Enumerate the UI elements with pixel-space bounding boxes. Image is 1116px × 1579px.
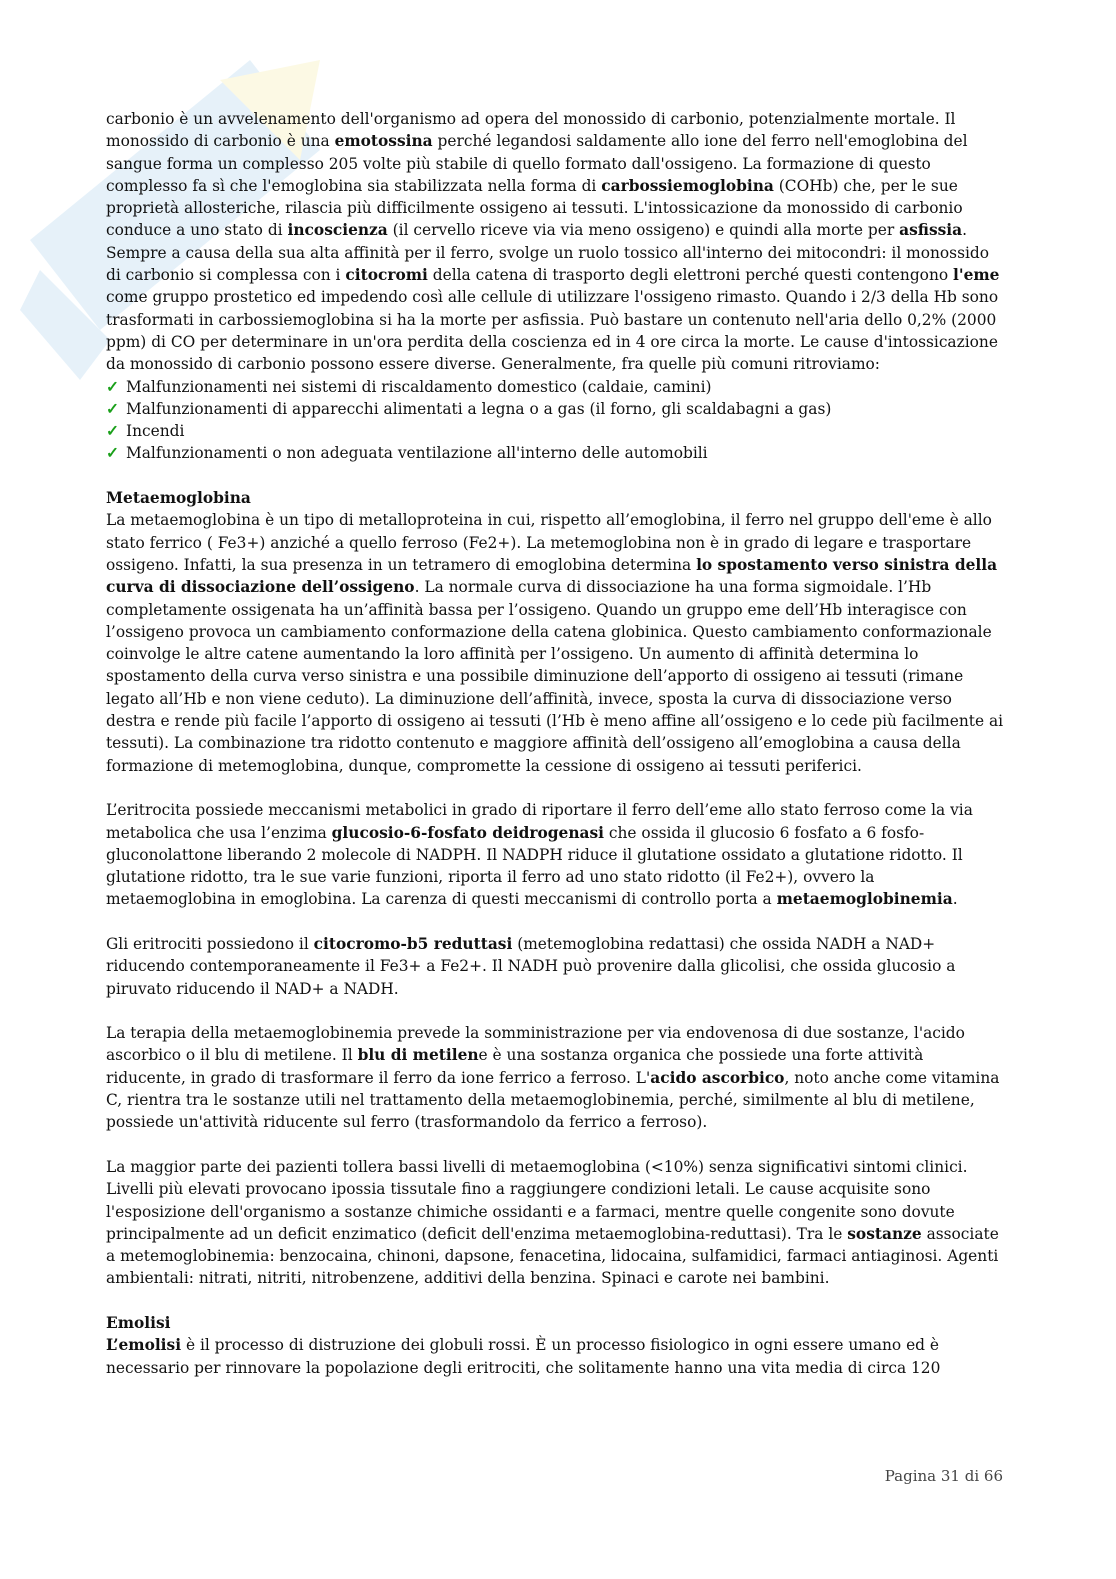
section-heading-metaemoglobina: Metaemoglobina — [106, 489, 251, 508]
checkmark-icon: ✓ — [106, 399, 119, 418]
paragraph-pazienti: La maggior parte dei pazienti tollera bassi livelli di metaemoglobina (<10%) senza significativi sintomi clinici. Livelli più elevati provocano ipossia tissutale fino a raggiungere condizioni letali. Le cause acquisite sono l'esposizione dell'organismo a sostanze chimiche ossidanti e a farmaci, mentre quelle congenite sono dovute principalmente ad un deficit enzimatico (deficit dell'enzima metaemoglobina-reduttasi). Tra le sostanze associate a metemoglobinemia: benzocaina, chinoni, dapsone, fenacetina, lidocaina, sulfamidici, farmaci antiaginosi. Agenti ambientali: nitrati, nitriti, nitrobenzene, additivi della benzina. Spinaci e carote nei bambini. — [106, 1157, 999, 1288]
checkmark-icon: ✓ — [106, 444, 119, 463]
causes-list — [106, 376, 1006, 465]
list-item: ✓ Malfunzionamenti di apparecchi alimentati a legna o a gas (il forno, gli scaldabagni a gas) — [106, 398, 1006, 420]
paragraph-emolisi: L’emolisi è il processo di distruzione dei globuli rossi. È un processo fisiologico in ogni essere umano ed è necessario per rinnovare la popolazione degli eritrociti, che solitamente hanno una vita media di circa 120 — [106, 1336, 941, 1377]
list-item: ✓ Malfunzionamenti o non adeguata ventilazione all'interno delle automobili — [106, 442, 1006, 464]
list-item: ✓ Incendi — [106, 420, 1006, 442]
paragraph-co-poisoning: carbonio è un avvelenamento dell'organismo ad opera del monossido di carbonio, potenzialmente mortale. Il monossido di carbonio è una emotossina perché legandosi saldamente allo ione del ferro nell'emoglobina del sangue forma un complesso 205 volte più stabile di quello formato dall'ossigeno. La formazione di questo complesso fa sì che l'emoglobina sia stabilizzata nella forma di carbossiemoglobina (COHb) che, per le sue proprietà allosteriche, rilascia più difficilmente ossigeno ai tessuti. L'intossicazione da monossido di carbonio conduce a uno stato di incoscienza (il cervello riceve via via meno ossigeno) e quindi alla morte per asfissia. Sempre a causa della sua alta affinità per il ferro, svolge un ruolo tossico all'interno dei mitocondri: il monossido di carbonio si complessa con i citocromi della catena di trasporto degli elettroni perché questi contengono l'eme come gruppo prostetico ed impedendo così alle cellule di utilizzare l'ossigeno rimasto. Quando i 2/3 della Hb sono trasformati in carbossiemoglobina si ha la morte per asfissia. Può bastare un contenuto nell'aria dello 0,2% (2000 ppm) di CO per determinare in un'ora perdita della coscienza ed in 4 ore circa la morte. Le cause d'intossicazione da monossido di carbonio possono essere diverse. Generalmente, fra quelle più comuni ritroviamo: — [106, 110, 1000, 374]
checkmark-icon: ✓ — [106, 377, 119, 396]
paragraph-terapia: La terapia della metaemoglobinemia prevede la somministrazione per via endovenosa di due sostanze, l'acido ascorbico o il blu di metilene. Il blu di metilene è una sostanza organica che possiede una forte attività riducente, in grado di trasformare il ferro da ione ferrico a ferroso. L'acido ascorbico, noto anche come vitamina C, rientra tra le sostanze utili nel trattamento della metaemoglobinemia, perché, similmente al blu di metilene, possiede un'attività riducente sul ferro (trasformandolo da ferrico a ferroso). — [106, 1024, 1000, 1132]
paragraph-citocromo: Gli eritrociti possiedono il citocromo-b5 reduttasi (metemoglobina redattasi) che ossida NADH a NAD+ riducendo contemporaneamente il Fe3+ a Fe2+. Il NADH può provenire dalla glicolisi, che ossida glucosio a piruvato riducendo il NAD+ a NADH. — [106, 934, 956, 998]
paragraph-eritrocita: L’eritrocita possiede meccanismi metabolici in grado di riportare il ferro dell’eme allo stato ferroso come la via metabolica che usa l’enzima glucosio-6-fosfato deidrogenasi che ossida il glucosio 6 fosfato a 6 fosfo-gluconolattone liberando 2 molecole di NADPH. Il NADPH riduce il glutatione ossidato a glutatione ridotto. Il glutatione ridotto, tra le sue varie funzioni, riporta il ferro ad uno stato ridotto (il Fe2+), ovvero la metaemoglobina in emoglobina. La carenza di questi meccanismi di controllo porta a metaemoglobinemia. — [106, 801, 973, 909]
page-content — [106, 108, 1006, 1379]
checkmark-icon: ✓ — [106, 422, 119, 441]
paragraph-metaemoglobina: La metaemoglobina è un tipo di metalloproteina in cui, rispetto all’emoglobina, il ferro nel gruppo dell'eme è allo stato ferrico ( Fe3+) anziché a quello ferroso (Fe2+). La metemoglobina non è in grado di legare e trasportare ossigeno. Infatti, la sua presenza in un tetramero di emoglobina determina lo spostamento verso sinistra della curva di dissociazione dell’ossigeno. La normale curva di dissociazione ha una forma sigmoidale. l’Hb completamente ossigenata ha un’affinità bassa per l’ossigeno. Quando un gruppo eme dell’Hb interagisce con l’ossigeno provoca un cambiamento conformazione della catena globinica. Questo cambiamento conformazionale coinvolge le altre catene aumentando la loro affinità per l’ossigeno. Un aumento di affinità determina lo spostamento della curva verso sinistra e una possibile diminuzione dell’apporto di ossigeno ai tessuti (rimane legato all’Hb e non viene ceduto). La diminuzione dell’affinità, invece, sposta la curva di dissociazione verso destra e rende più facile l’apporto di ossigeno ai tessuti (l’Hb è meno affine all’ossigeno e lo cede più facilmente ai tessuti). La combinazione tra ridotto contenuto e maggiore affinità dell’ossigeno all’emoglobina a causa della formazione di metemoglobina, dunque, compromette la cessione di ossigeno ai tessuti periferici. — [106, 511, 1004, 775]
section-heading-emolisi: Emolisi — [106, 1314, 171, 1333]
list-item: ✓ Malfunzionamenti nei sistemi di riscaldamento domestico (caldaie, camini) — [106, 376, 1006, 398]
page-number: Pagina 31 di 66 — [884, 1467, 1003, 1485]
